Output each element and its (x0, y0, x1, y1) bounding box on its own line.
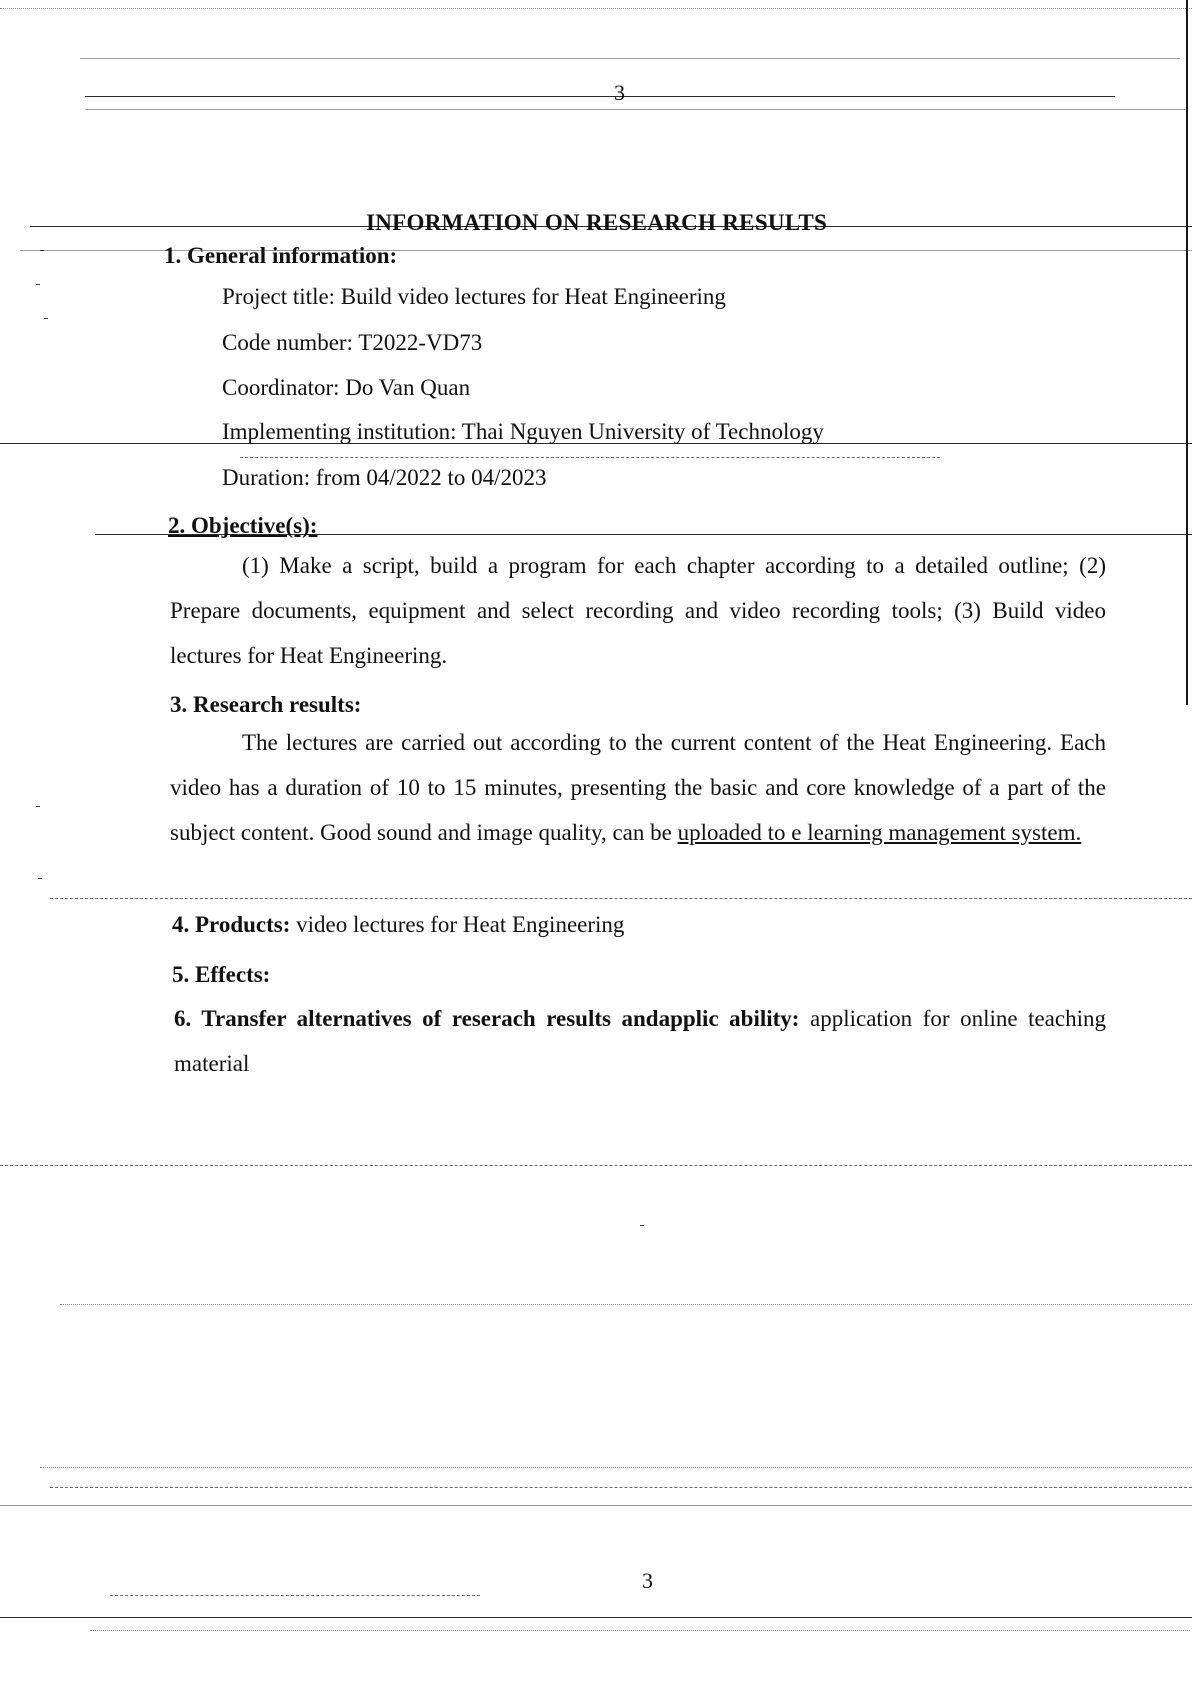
section-heading-products: 4. Products: (172, 912, 291, 937)
results-text-underlined: uploaded to e learning management system. (677, 820, 1082, 845)
scan-speck (36, 284, 40, 285)
objectives-paragraph (170, 543, 1106, 678)
scan-line (0, 1165, 1192, 1166)
scan-speck (44, 318, 48, 319)
top-page-number: 3 (614, 80, 625, 105)
coordinator-field: Coordinator: Do Van Quan (222, 375, 471, 400)
duration-field: Duration: from 04/2022 to 04/2023 (222, 465, 547, 490)
scan-line (85, 96, 1115, 97)
results-paragraph (170, 720, 1106, 855)
scan-line (240, 457, 940, 458)
scan-line (85, 109, 1185, 110)
products-text: video lectures for Heat Engineering (290, 912, 625, 937)
scan-line (50, 898, 1192, 899)
scan-edge (1186, 0, 1188, 705)
scan-line (90, 1630, 1190, 1631)
section-heading-general: 1. General information: (164, 243, 398, 268)
section-heading-transfer: 6. Transfer alternatives of reserach results andapplic ability: (174, 1006, 800, 1031)
project-title-field: Project title: Build video lectures for Heat Engineering (222, 284, 726, 309)
scan-line (40, 1467, 1192, 1468)
transfer-text: application for online teaching material (174, 1006, 1106, 1076)
scan-line (80, 58, 1180, 59)
scan-speck (40, 250, 44, 251)
scan-speck (38, 878, 42, 879)
bottom-page-number: 3 (642, 1568, 653, 1593)
scan-line (0, 1617, 1192, 1618)
scan-line (0, 8, 1192, 9)
scan-line (0, 1505, 1192, 1506)
scan-line (60, 1304, 1192, 1305)
scan-speck (36, 806, 40, 807)
institution-field: Implementing institution: Thai Nguyen University of Technology (222, 419, 824, 444)
transfer-paragraph (174, 996, 1106, 1086)
products-row (172, 912, 624, 938)
section-heading-effects: 5. Effects: (172, 962, 271, 987)
scan-line (110, 1595, 480, 1596)
objectives-text: (1) Make a script, build a program for each chapter according to a detailed outline; (2) Prepare documents, equipment and select recording and video recording tools; (3) Build video lectures for Heat Engineering. (170, 553, 1106, 668)
results-text: The lectures are carried out according to the current content of the Heat Engineering. Each video has a duration of 10 to 15 minutes, presenting the basic and core knowledge of a part of the subject content. Good sound and image quality, can be (170, 730, 1106, 845)
section-heading-results: 3. Research results: (170, 692, 362, 717)
scan-line (50, 1487, 1192, 1488)
document-title: INFORMATION ON RESEARCH RESULTS (366, 210, 828, 235)
code-number-field: Code number: T2022-VD73 (222, 330, 483, 355)
scan-speck (640, 1225, 644, 1226)
section-heading-objectives: 2. Objective(s): (168, 513, 318, 538)
